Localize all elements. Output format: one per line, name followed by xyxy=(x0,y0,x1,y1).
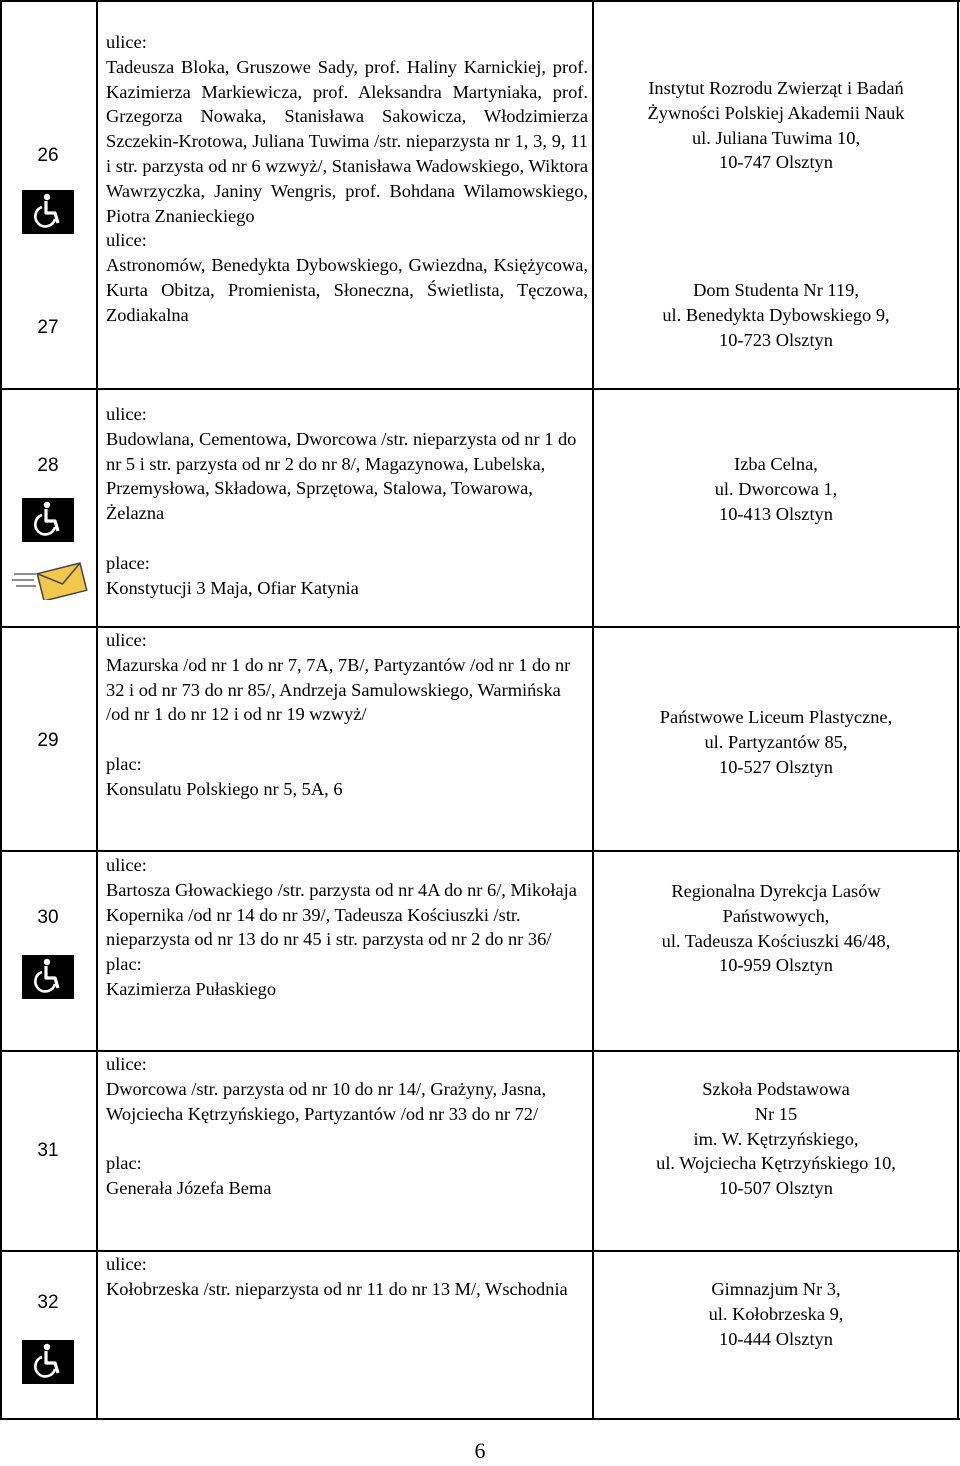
station-line: Regionalna Dyrekcja Lasów xyxy=(671,881,881,901)
station-line: Dom Studenta Nr 119, xyxy=(693,280,859,300)
squares-list: Konsulatu Polskiego nr 5, 5A, 6 xyxy=(106,778,343,799)
squares-list: Generała Józefa Bema xyxy=(106,1177,272,1198)
station-line: Gimnazjum Nr 3, xyxy=(711,1279,841,1299)
squares-label: plac: xyxy=(106,954,142,975)
district-number: 26 xyxy=(37,145,59,166)
streets-cell xyxy=(106,1252,588,1302)
streets-cell xyxy=(106,30,588,328)
streets-label: ulice: xyxy=(106,1054,147,1074)
station-line: ul. Kołobrzeska 9, xyxy=(708,1303,844,1324)
streets-label: ulice: xyxy=(106,630,147,650)
station-line: 10-723 Olsztyn xyxy=(719,329,833,350)
polling-station xyxy=(596,1077,956,1201)
wheelchair-icon xyxy=(22,955,74,999)
polling-station xyxy=(596,879,956,978)
station-line: Instytut Rozrodu Zwierząt i Badań xyxy=(648,78,904,98)
station-line: 10-527 Olsztyn xyxy=(719,756,833,777)
district-number: 30 xyxy=(37,907,59,928)
polling-station xyxy=(596,705,956,779)
district-number: 32 xyxy=(37,1292,59,1313)
station-line: Szkoła Podstawowa xyxy=(702,1079,850,1099)
station-line: ul. Benedykta Dybowskiego 9, xyxy=(662,304,890,325)
station-line: Państwowych, xyxy=(722,905,830,926)
polling-station xyxy=(596,278,956,352)
polling-station xyxy=(596,452,956,526)
wheelchair-icon xyxy=(22,1340,74,1384)
station-line: 10-444 Olsztyn xyxy=(719,1328,833,1349)
streets-label: ulice: xyxy=(106,1254,147,1274)
streets-label: ulice: xyxy=(106,404,147,424)
wheelchair-icon xyxy=(22,190,74,234)
streets-list: Dworcowa /str. parzysta od nr 10 do nr 14/, Grażyny, Jasna, Wojciecha Kętrzyńskiego, Partyzantów /od nr 33 do nr 72/ xyxy=(106,1078,547,1124)
streets-list: Kołobrzeska /str. nieparzysta od nr 11 do nr 13 M/, Wschodnia xyxy=(106,1278,568,1299)
polling-station xyxy=(596,76,956,175)
streets-list: Tadeusza Bloka, Gruszowe Sady, prof. Haliny Karnickiej, prof. Kazimierza Markiewicza, prof. Aleksandra Martyniaka, prof. Grzegorza Nowaka, Stanisława Sakowicza, Włodzimierza Szczekin-Krotowa, Juliana Tuwima /str. nieparzysta nr 1, 3, 9, 11 i str. parzysta od nr 6 wzwyż/, Stanisława Wadowskiego, Wiktora Wawrzyczka, Janiny Wengris, prof. Bohdana Wilamowskiego, Piotra Znanieckiego xyxy=(106,56,588,226)
envelope-icon xyxy=(10,560,90,600)
streets-cell xyxy=(106,853,588,1002)
squares-list: Konstytucji 3 Maja, Ofiar Katynia xyxy=(106,577,359,598)
polling-station xyxy=(596,1277,956,1351)
district-number: 28 xyxy=(37,455,59,476)
streets-list: Budowlana, Cementowa, Dworcowa /str. nieparzysta od nr 1 do nr 5 i str. parzysta od nr 2 do nr 8/, Magazynowa, Lubelska, Przemysłowa, Składowa, Sprzętowa, Stalowa, Towarowa, Żelazna xyxy=(106,428,577,524)
station-line: ul. Dworcowa 1, xyxy=(714,478,838,499)
streets-cell xyxy=(106,402,588,600)
squares-list: Kazimierza Pułaskiego xyxy=(106,978,277,999)
streets-cell xyxy=(106,628,588,802)
station-line: ul. Juliana Tuwima 10, xyxy=(691,127,861,148)
station-line: Nr 15 xyxy=(754,1103,798,1124)
station-line: ul. Wojciecha Kętrzyńskiego 10, xyxy=(656,1153,896,1174)
station-line: ul. Partyzantów 85, xyxy=(704,731,848,752)
streets-list: Bartosza Głowackiego /str. parzysta od nr 4A do nr 6/, Mikołaja Kopernika /od nr 14 do nr 39/, Tadeusza Kościuszki /str. nieparzysta od nr 13 do nr 45 i str. parzysta od nr 2 do nr 36/ xyxy=(106,879,577,950)
streets-list: Mazurska /od nr 1 do nr 7, 7A, 7B/, Partyzantów /od nr 1 do nr 32 i od nr 73 do nr 85/, Andrzeja Samulowskiego, Warmińska /od nr 1 do nr 12 i od nr 19 wzwyż/ xyxy=(106,654,571,725)
station-line: 10-959 Olsztyn xyxy=(719,955,833,976)
squares-label: plac: xyxy=(106,753,142,774)
wheelchair-icon xyxy=(22,498,74,542)
station-line: 10-413 Olsztyn xyxy=(719,503,833,524)
station-line: im. W. Kętrzyńskiego, xyxy=(693,1128,859,1149)
streets-label: ulice: xyxy=(106,855,147,875)
station-line: 10-747 Olsztyn xyxy=(719,152,833,173)
station-line: Izba Celna, xyxy=(734,454,818,474)
station-line: 10-507 Olsztyn xyxy=(719,1178,833,1199)
station-line: ul. Tadeusza Kościuszki 46/48, xyxy=(661,930,891,951)
page-number: 6 xyxy=(474,1438,486,1463)
district-number: 29 xyxy=(37,730,59,751)
streets-label: ulice: xyxy=(106,230,147,251)
squares-label: place: xyxy=(106,552,150,573)
station-line: Żywności Polskiej Akademii Nauk xyxy=(647,102,905,123)
streets-label: ulice: xyxy=(106,32,147,52)
district-number: 31 xyxy=(37,1140,59,1161)
streets-list: Astronomów, Benedykta Dybowskiego, Gwiezdna, Księżycowa, Kurta Obitza, Promienista, Słoneczna, Świetlista, Tęczowa, Zodiakalna xyxy=(106,255,588,325)
squares-label: plac: xyxy=(106,1153,142,1174)
district-number: 27 xyxy=(37,317,59,338)
streets-cell xyxy=(106,1052,588,1201)
station-line: Państwowe Liceum Plastyczne, xyxy=(659,707,893,727)
